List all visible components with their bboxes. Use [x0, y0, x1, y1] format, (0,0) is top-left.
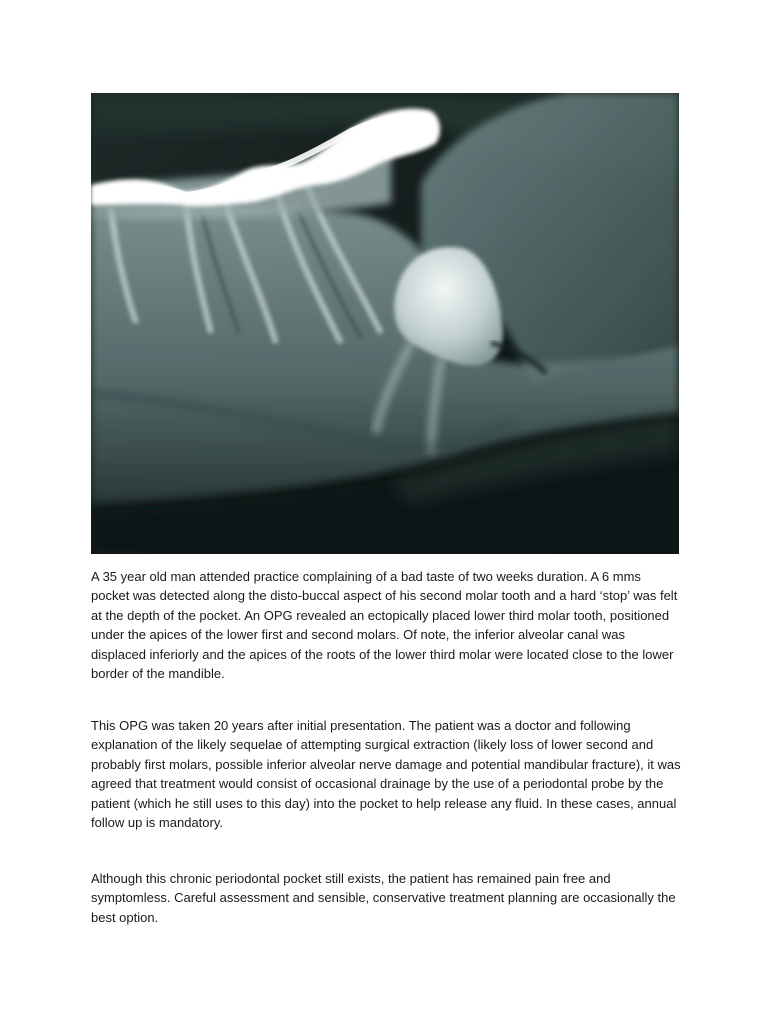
treatment-paragraph: This OPG was taken 20 years after initial presentation. The patient was a doctor and following explanation of the likely sequelae of attempting surgical extraction (likely loss of lower second and probably first molars, possible inferior alveolar nerve damage and potential mandibular fracture), it was agreed that treatment would consist of occasional drainage by the use of a periodontal probe by the patient (which he still uses to this day) into the pocket to help release any fluid. In these cases, annual follow up is mandatory.	[91, 718, 681, 831]
dental-xray-image	[91, 93, 679, 554]
outcome-paragraph: Although this chronic periodontal pocket still exists, the patient has remained pain free and symptomless. Careful assessment and sensible, conservative treatment planning are occasionally the best option.	[91, 871, 676, 925]
case-presentation-paragraph: A 35 year old man attended practice complaining of a bad taste of two weeks duration. A 6 mms pocket was detected along the disto-buccal aspect of his second molar tooth and a hard ‘stop’ was felt at the depth of the pocket. An OPG revealed an ectopically placed lower third molar tooth, positioned under the apices of the lower first and second molars. Of note, the inferior alveolar canal was displaced inferiorly and the apices of the roots of the lower third molar were located close to the lower border of the mandible.	[91, 569, 678, 682]
